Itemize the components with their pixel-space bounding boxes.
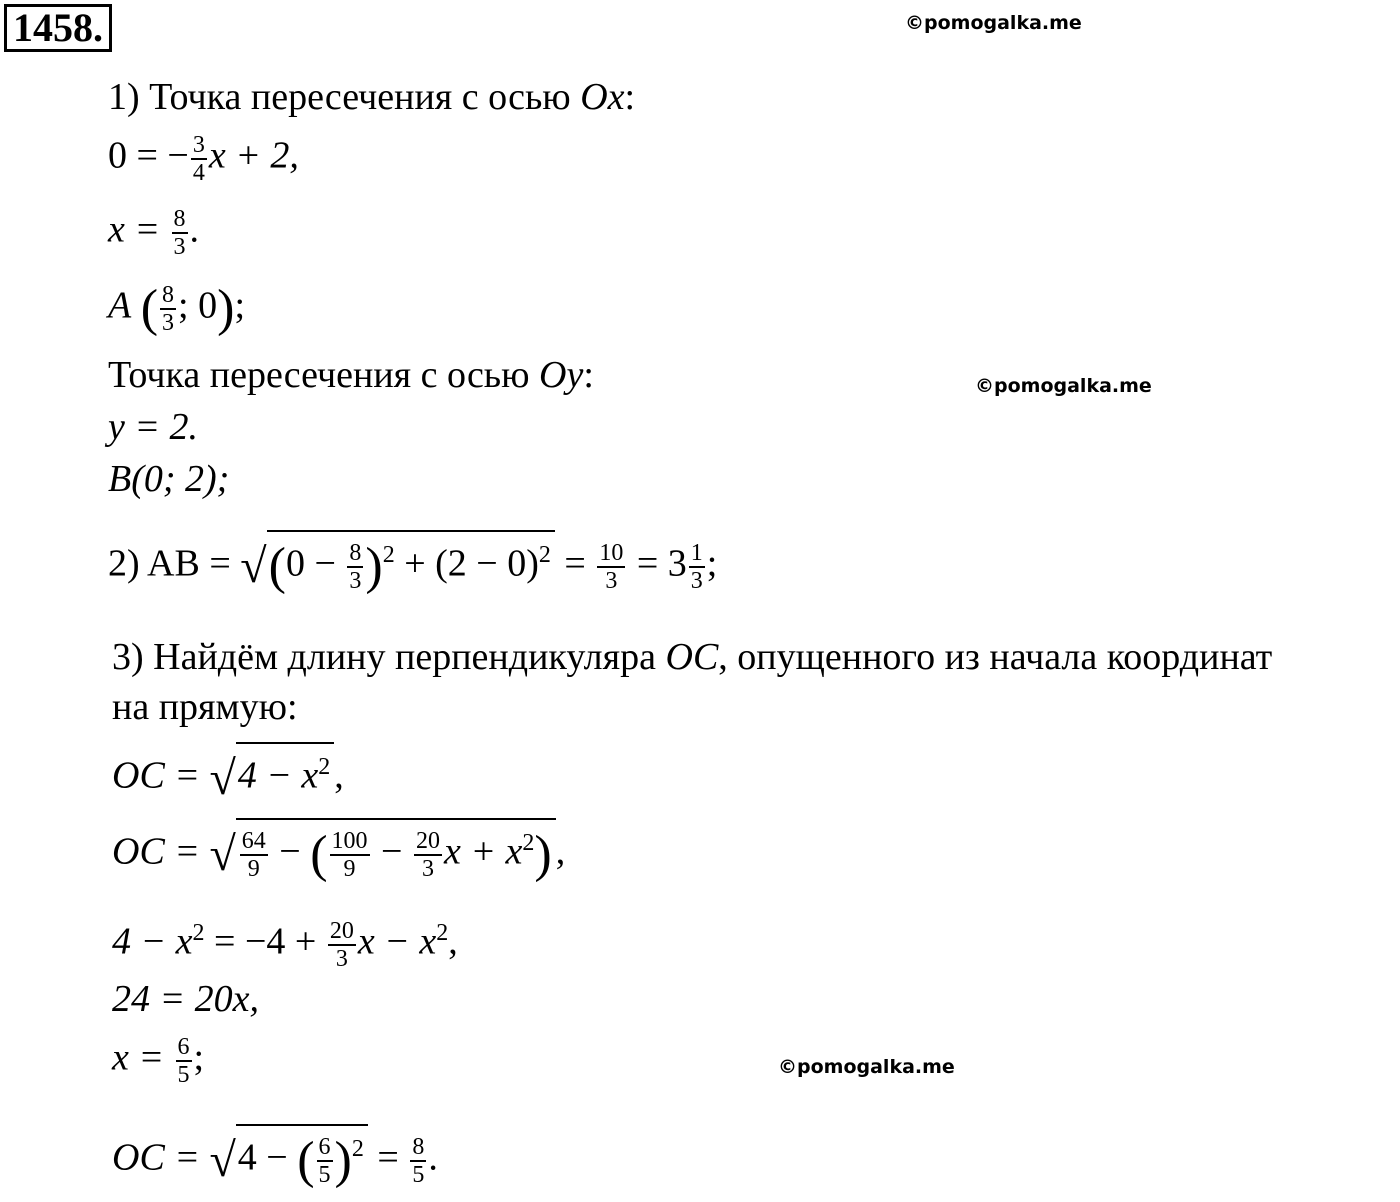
solution-line-4: A ( $\frac{8}{3}$ ; 0); — [108, 280, 245, 337]
solution-line-5: Точка пересечения с осью Oy: — [108, 354, 594, 396]
watermark: ©pomogalka.me — [778, 1056, 955, 1078]
solution-line-13: $4 - x^2 = -4$ + $\frac{20}{3}$ $x - x^2$, — [112, 917, 458, 972]
solution-line-9: 3) Найдём длину перпендикуляра OC, опущенного из начала координат — [112, 636, 1273, 678]
problem-number: 1458. — [4, 4, 112, 52]
solution-line-10: на прямую: — [112, 686, 298, 728]
solution-line-1: 1) Точка пересечения с осью Ox: — [108, 76, 636, 118]
watermark: ©pomogalka.me — [975, 375, 1152, 397]
solution-line-11: OC = $√4 - x^2$ , — [112, 742, 344, 802]
solution-line-14: 24 = 20x, — [112, 978, 260, 1020]
solution-line-15: x = $\frac{6}{5}$ ; — [112, 1034, 205, 1088]
solution-line-8: 2) AB = √(0 − $\frac{8}{3}$ )$^2 + (2 - 0)^2$ = $\frac{10}{3}$ = 3 $\frac{1}{3}$ ; — [108, 530, 717, 594]
solution-line-3: x = $\frac{8}{3}$ . — [108, 206, 200, 260]
solution-line-2: 0 = − $\frac{3}{4}$ x + 2, — [108, 132, 299, 186]
solution-line-6: y = 2. — [108, 406, 199, 448]
solution-line-16: OC = √4 − ( $\frac{6}{5}$ )$^2$ = $\frac{8}{5}$ . — [112, 1124, 438, 1188]
watermark: ©pomogalka.me — [905, 12, 1082, 34]
solution-line-7: B(0; 2); — [108, 458, 230, 500]
solution-line-12: OC = √ $\frac{64}{9}$ − ( $\frac{100}{9}$ − $\frac{20}{3}$ $x + x^2$) , — [112, 818, 565, 882]
